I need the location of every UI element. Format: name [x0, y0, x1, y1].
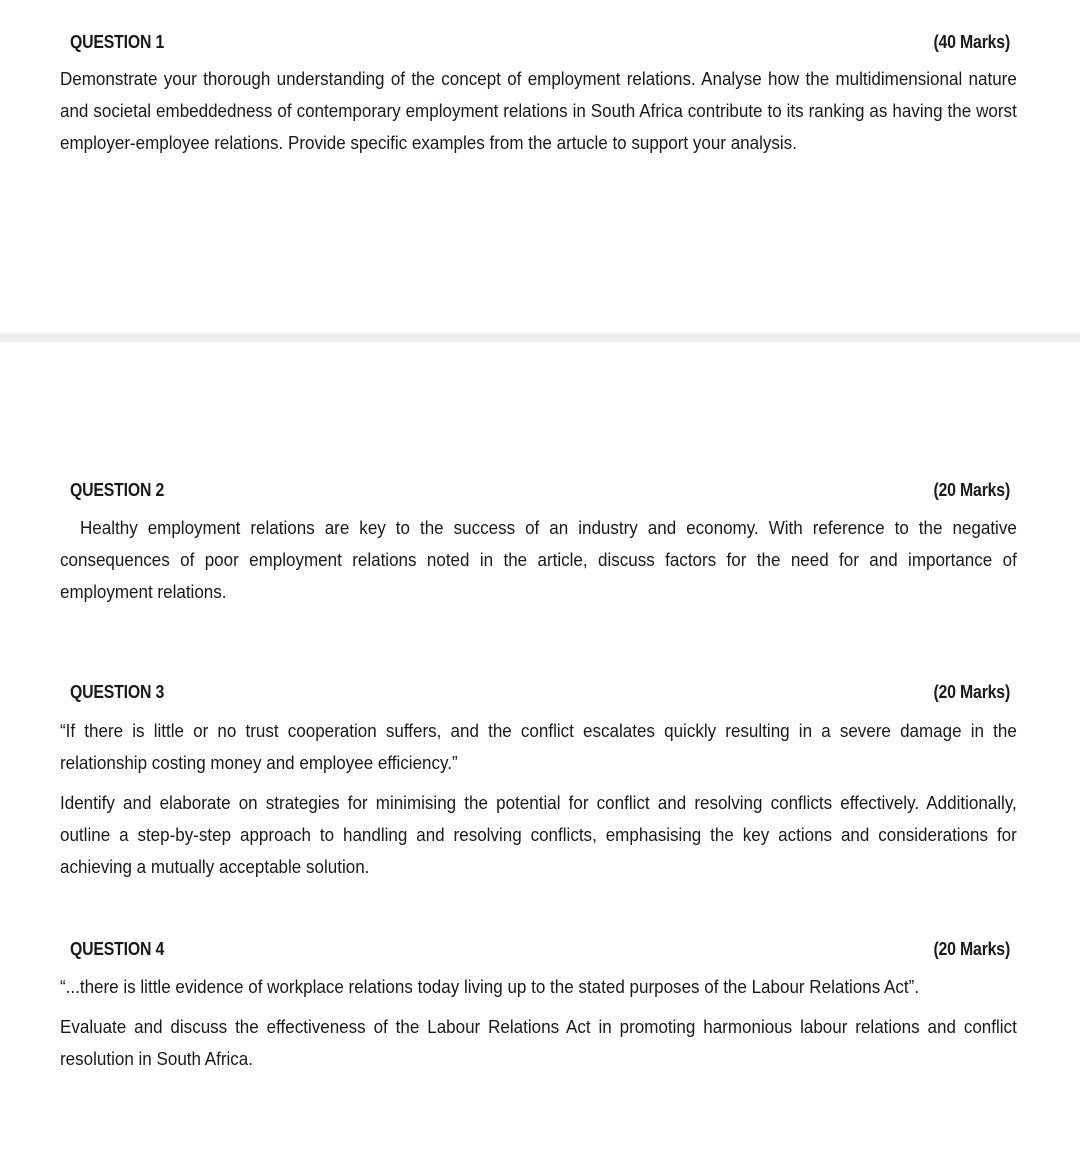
question-3-title: QUESTION 3 [70, 682, 165, 702]
page-divider [0, 333, 1080, 342]
question-3-header [70, 682, 1010, 704]
question-3-quote: “If there is little or no trust cooperation suffers, and the conflict escalates quickly resulting in a severe damage in the relationship costing money and employee efficiency.” [60, 720, 1017, 773]
question-1-marks: (40 Marks) [933, 32, 1010, 52]
question-4-quote: “...there is little evidence of workplace relations today living up to the stated purposes of the Labour Relations Act”. [60, 976, 920, 997]
question-2-text: Healthy employment relations are key to the success of an industry and economy. With reference to the negative consequences of poor employment relations noted in the article, discuss factors for the need for and importance of employment relations. [60, 517, 1022, 602]
question-2-title: QUESTION 2 [70, 480, 165, 500]
question-1-header [70, 32, 1010, 54]
question-2-marks: (20 Marks) [933, 480, 1010, 500]
question-4-marks: (20 Marks) [933, 939, 1010, 959]
question-3-marks: (20 Marks) [933, 682, 1010, 702]
question-2-header [70, 480, 1010, 502]
question-3-text: Identify and elaborate on strategies for minimising the potential for conflict and resolving conflicts effectively. Additionally, outline a step-by-step approach to handling and resolving conflicts, emphasising the key actions and considerations for achieving a mutually acceptable solution. [60, 792, 1017, 877]
question-1-title: QUESTION 1 [70, 32, 165, 52]
question-4-title: QUESTION 4 [70, 939, 165, 959]
question-1-text: Demonstrate your thorough understanding of the concept of employment relations. Analyse how the multidimensional nature and societal embeddedness of contemporary employment relations in South Africa contribute to its ranking as having the worst employer-employee relations. Provide specific examples from the artucle to support your analysis. [60, 68, 1017, 153]
question-4-text: Evaluate and discuss the effectiveness of the Labour Relations Act in promoting harmonious labour relations and conflict resolution in South Africa. [60, 1016, 1017, 1069]
question-4-header [70, 939, 1010, 961]
